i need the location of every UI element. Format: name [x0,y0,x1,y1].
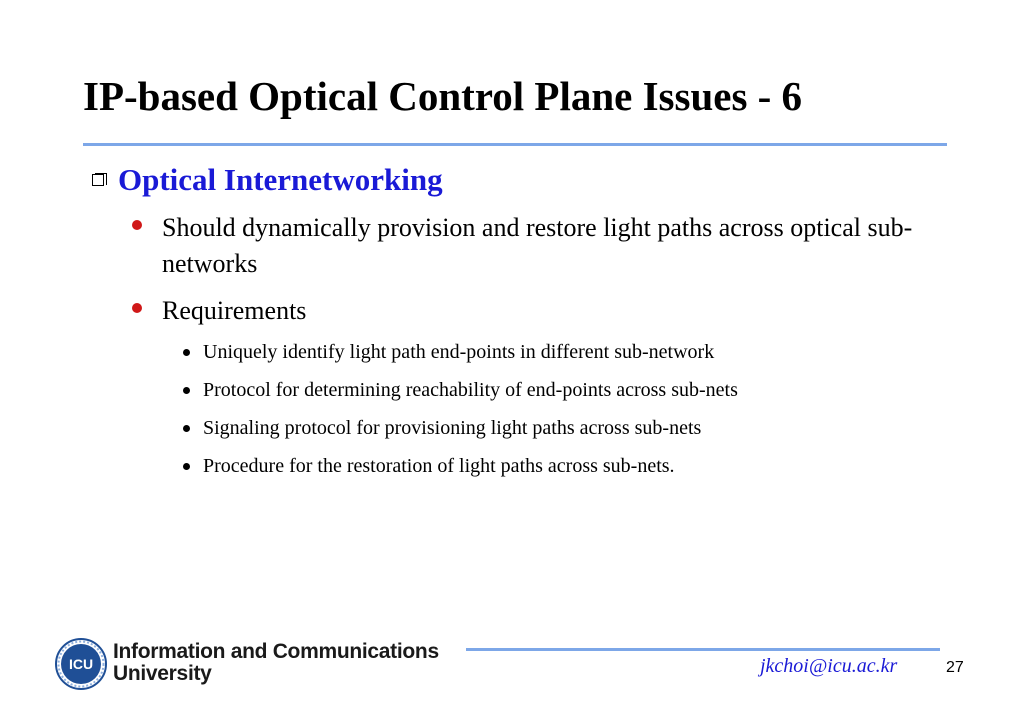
title-divider [83,143,947,146]
black-bullet-icon [183,463,190,470]
sub-list-item [183,453,675,479]
list-item [132,293,932,329]
sub-bullet-text: Protocol for determining reachability of end-points across sub-nets [203,379,738,401]
sub-list-item [183,377,738,403]
black-bullet-icon [183,425,190,432]
sub-bullet-text: Procedure for the restoration of light paths across sub-nets. [203,455,675,477]
red-bullet-icon [132,303,142,313]
university-logo [55,638,107,690]
red-bullet-icon [132,220,142,230]
footer-divider [466,648,940,651]
black-bullet-icon [183,349,190,356]
slide-title: IP-based Optical Control Plane Issues - 6 [83,73,803,119]
author-email: jkchoi@icu.ac.kr [760,655,898,677]
section-heading-row [92,162,443,198]
bullet-text: Should dynamically provision and restore light paths across optical sub-networks [162,213,913,278]
sub-list-item [183,415,701,441]
org-name-line1: Information and Communications [113,640,439,663]
sub-bullet-text: Signaling protocol for provisioning light paths across sub-nets [203,417,702,439]
sub-list-item [183,339,714,365]
page-number: 27 [946,659,964,676]
section-heading: Optical Internetworking [118,162,443,197]
logo-text: ICU [68,656,94,672]
organization-name [113,641,439,685]
org-name-line2: University [113,662,212,685]
bullet-text: Requirements [162,296,307,325]
black-bullet-icon [183,387,190,394]
box-bullet-icon [92,174,104,186]
list-item [132,210,932,282]
sub-bullet-text: Uniquely identify light path end-points in different sub-network [203,341,715,363]
